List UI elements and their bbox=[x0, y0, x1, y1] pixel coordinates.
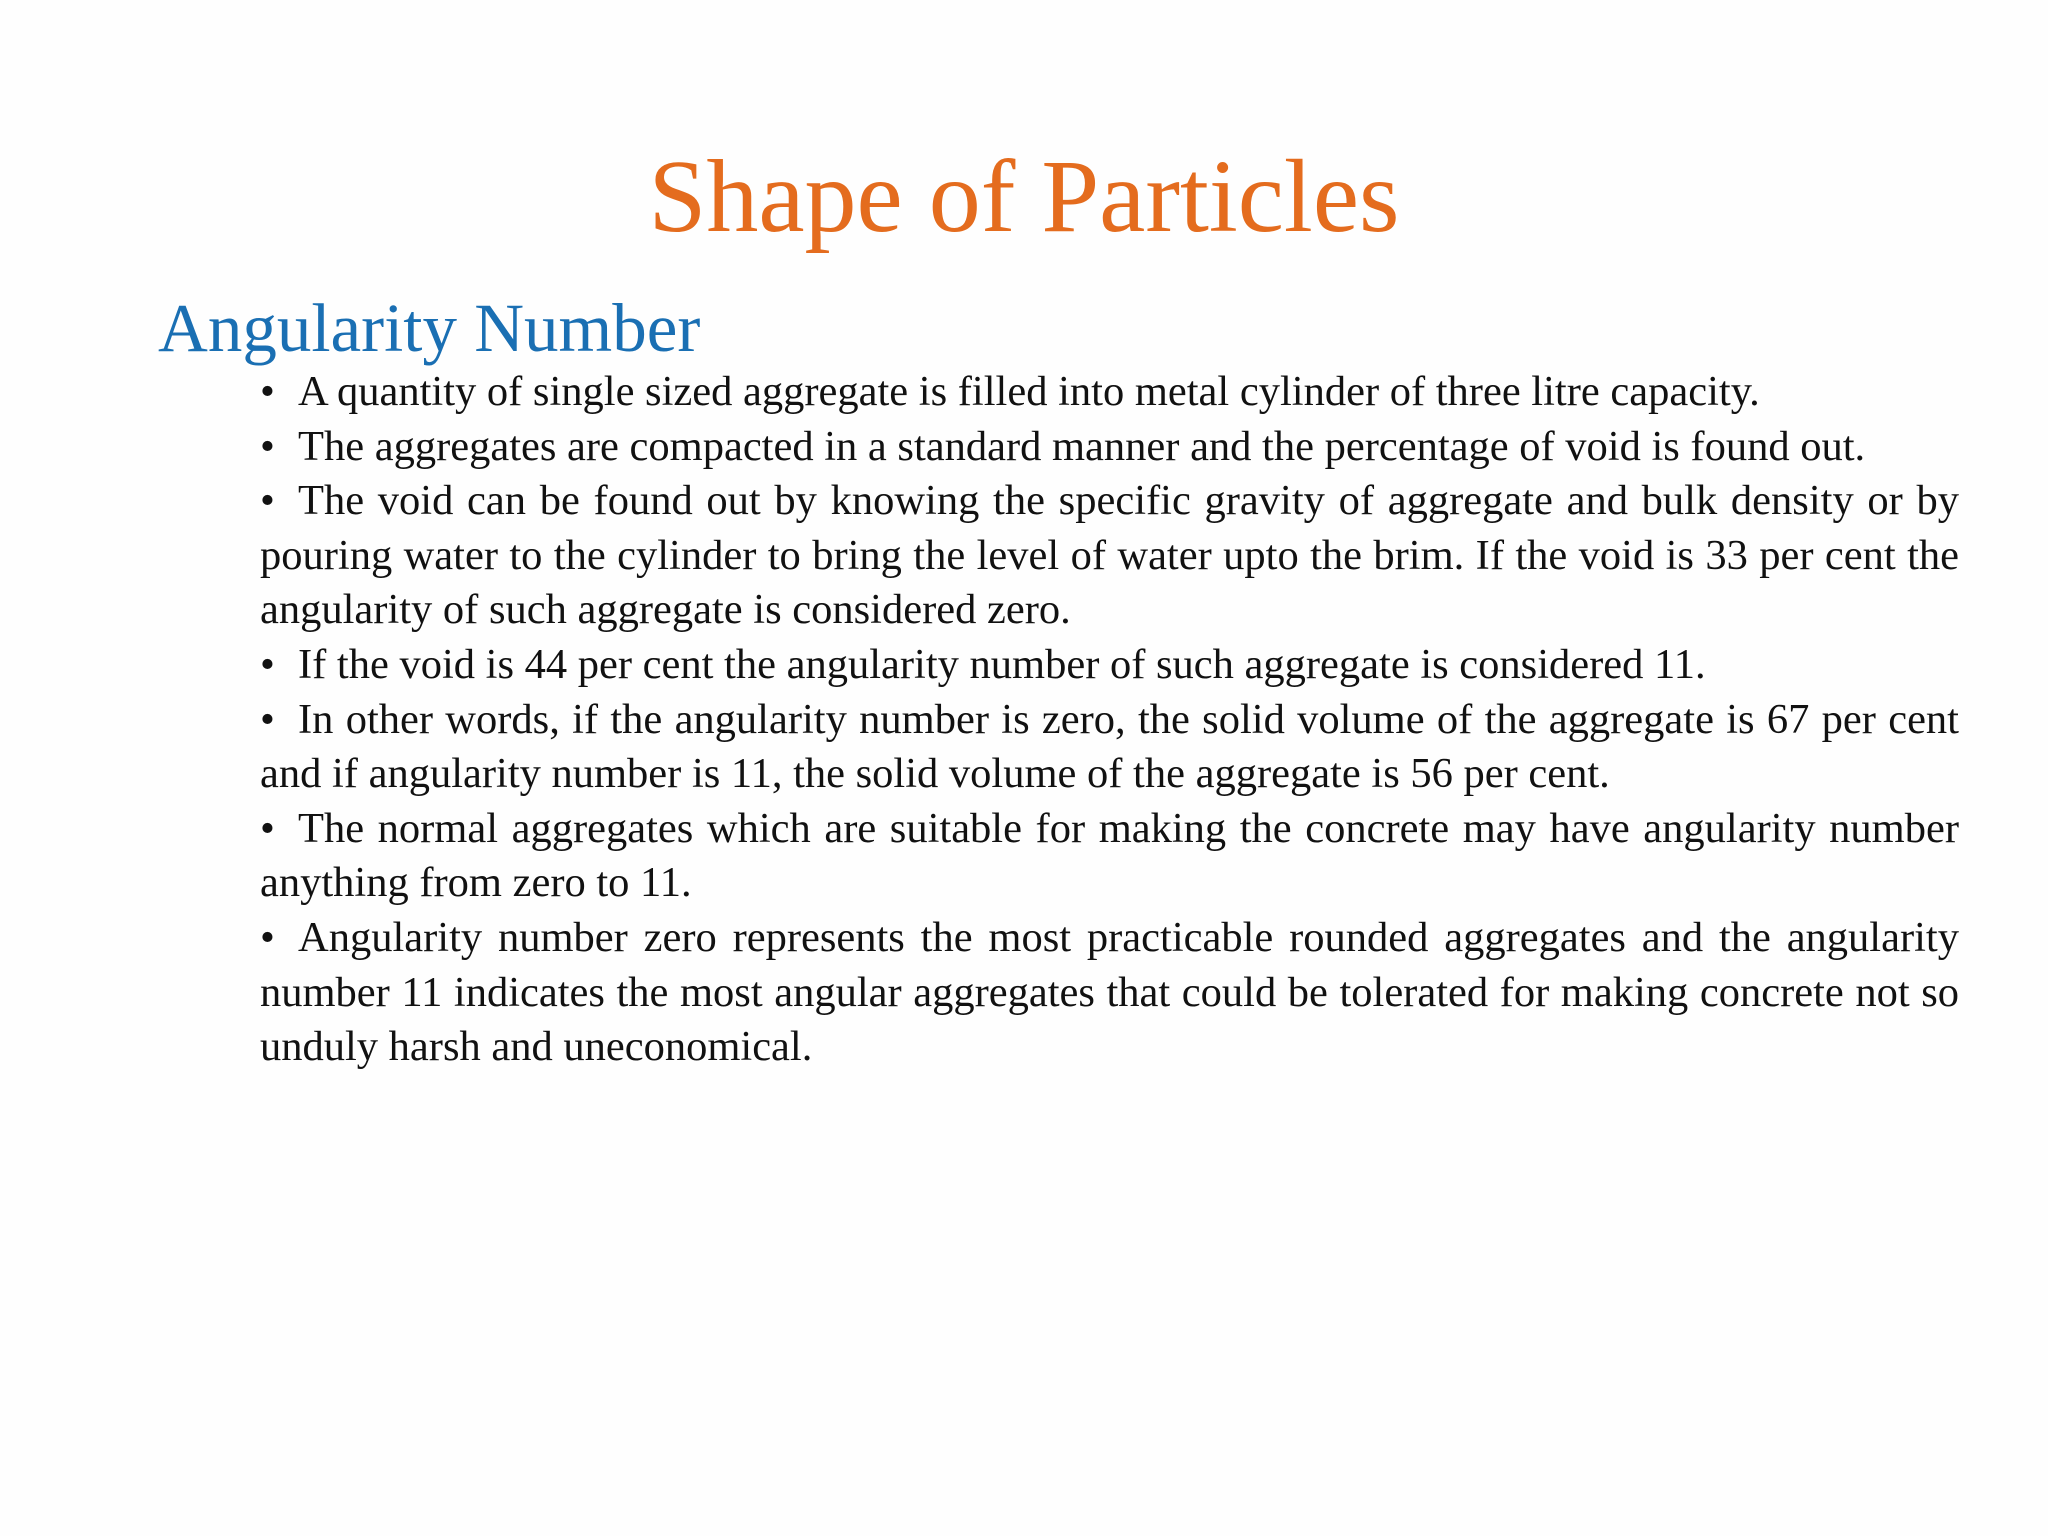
bullet-text: If the void is 44 per cent the angularity number of such aggregate is considered 11. bbox=[298, 640, 1706, 688]
bullet-item bbox=[260, 802, 1959, 911]
bullet-item bbox=[260, 420, 1959, 475]
bullet-icon: • bbox=[260, 477, 275, 525]
bullet-item bbox=[260, 474, 1959, 638]
bullet-text: The aggregates are compacted in a standard manner and the percentage of void is found out. bbox=[298, 422, 1866, 470]
bullet-icon: • bbox=[260, 913, 275, 961]
bullet-icon: • bbox=[260, 695, 275, 743]
bullet-item bbox=[260, 693, 1959, 802]
bullet-icon: • bbox=[260, 422, 275, 470]
bullet-item bbox=[260, 911, 1959, 1075]
bullet-text: The void can be found out by knowing the specific gravity of aggregate and bulk density or by pouring water to the cylinder to bring the level of water upto the brim. If the void is 33 per cent the angularity of such aggregate is considered zero. bbox=[260, 477, 1959, 634]
bullet-text: Angularity number zero represents the most practicable rounded aggregates and the angularity number 11 indicates the most angular aggregates that could be tolerated for making concrete not so unduly harsh and uneconomical. bbox=[260, 913, 1959, 1071]
bullet-icon: • bbox=[260, 804, 275, 852]
section-heading: Angularity Number bbox=[158, 290, 701, 366]
bullet-icon: • bbox=[260, 640, 275, 688]
bullet-text: In other words, if the angularity number is zero, the solid volume of the aggregate is 67 per cent and if angularity number is 11, the solid volume of the aggregate is 56 per cent. bbox=[260, 695, 1959, 798]
slide-title: Shape of Particles bbox=[648, 139, 1400, 254]
bullet-item bbox=[260, 638, 1959, 693]
bullet-item bbox=[260, 365, 1959, 420]
bullet-list bbox=[260, 365, 1959, 1075]
bullet-text: The normal aggregates which are suitable for making the concrete may have angularity number anything from zero to 11. bbox=[260, 804, 1959, 907]
bullet-icon: • bbox=[260, 368, 275, 415]
bullet-text: A quantity of single sized aggregate is filled into metal cylinder of three litre capacity. bbox=[298, 368, 1760, 415]
